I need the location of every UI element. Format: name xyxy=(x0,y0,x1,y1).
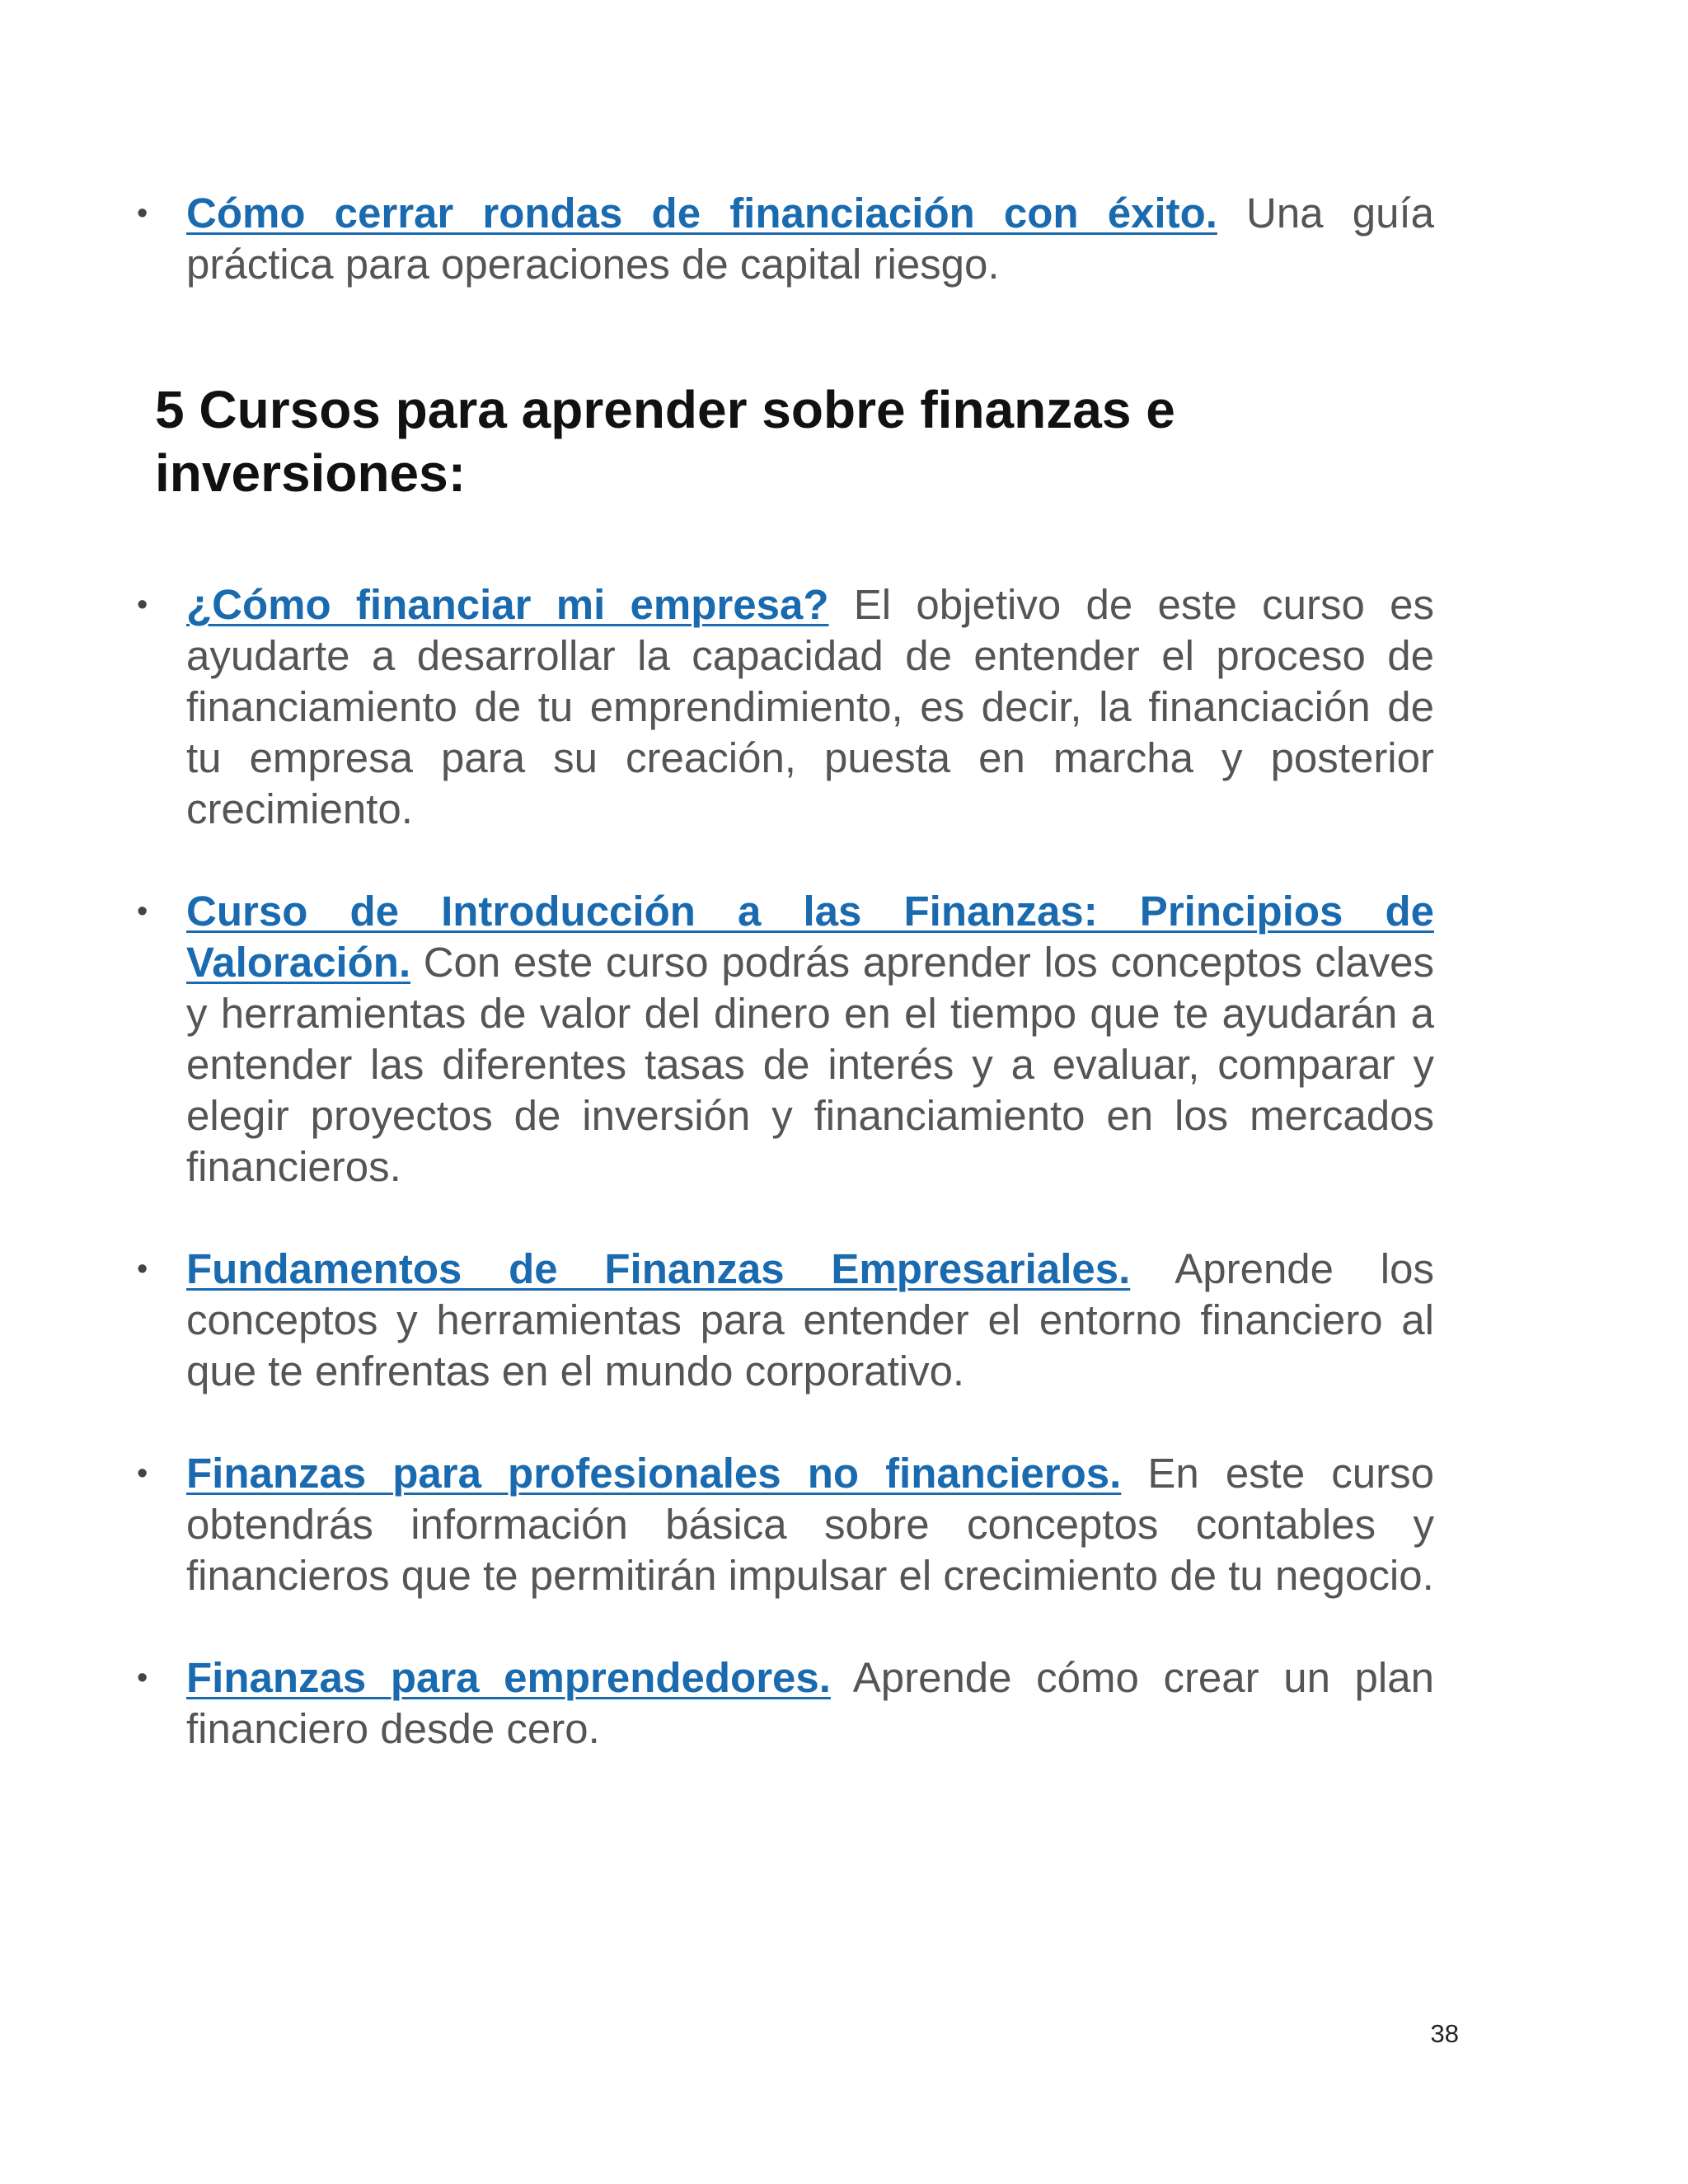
item-description: Aprende cómo crear un plan financiero desde cero. xyxy=(186,1654,1434,1752)
bullet-icon: • xyxy=(137,196,148,231)
list-item xyxy=(124,886,1434,1193)
link-course-intro-finance[interactable]: Curso de Introducción a las Finanzas: Principios de Valoración. xyxy=(186,888,1434,986)
list-item xyxy=(124,579,1434,835)
bullet-icon: • xyxy=(137,588,148,622)
link-funding-rounds[interactable]: Cómo cerrar rondas de financiación con éxito. xyxy=(186,190,1217,237)
list-item xyxy=(124,1244,1434,1397)
page-content xyxy=(124,188,1434,1806)
link-course-finance-company[interactable]: ¿Cómo financiar mi empresa? xyxy=(186,581,829,628)
section-heading: 5 Cursos para aprender sobre finanzas e inversiones: xyxy=(155,380,1175,503)
bullet-icon: • xyxy=(137,1661,148,1695)
item-description: En este curso obtendrás información básica sobre conceptos contables y financieros que te permitirán impulsar el crecimiento de tu negocio. xyxy=(186,1450,1434,1599)
link-course-non-financial-professionals[interactable]: Finanzas para profesionales no financieros. xyxy=(186,1450,1122,1497)
link-course-business-finance[interactable]: Fundamentos de Finanzas Empresariales. xyxy=(186,1245,1131,1292)
link-course-entrepreneurs[interactable]: Finanzas para emprendedores. xyxy=(186,1654,831,1701)
courses-list xyxy=(124,579,1434,1755)
page-number: 38 xyxy=(1430,2019,1459,2048)
bullet-icon: • xyxy=(137,1252,148,1286)
list-item xyxy=(124,1448,1434,1601)
item-description: Una guía práctica para operaciones de capital riesgo. xyxy=(186,190,1434,288)
bullet-icon: • xyxy=(137,894,148,929)
item-description: El objetivo de este curso es ayudarte a desarrollar la capacidad de entender el proceso de financiamiento de tu emprendimiento, es decir, la financiación de tu empresa para su creación, puesta en marcha y posterior crecimiento. xyxy=(186,581,1434,832)
list-item xyxy=(124,188,1434,290)
list-item xyxy=(124,1652,1434,1755)
bullet-icon: • xyxy=(137,1456,148,1491)
item-description: Con este curso podrás aprender los conceptos claves y herramientas de valor del dinero en el tiempo que te ayudarán a entender las diferentes tasas de interés y a evaluar, comparar y elegir proyectos de inversión y financiamiento en los mercados financieros. xyxy=(186,939,1434,1190)
intro-list xyxy=(124,188,1434,290)
item-description: Aprende los conceptos y herramientas para entender el entorno financiero al que te enfrentas en el mundo corporativo. xyxy=(186,1245,1434,1394)
